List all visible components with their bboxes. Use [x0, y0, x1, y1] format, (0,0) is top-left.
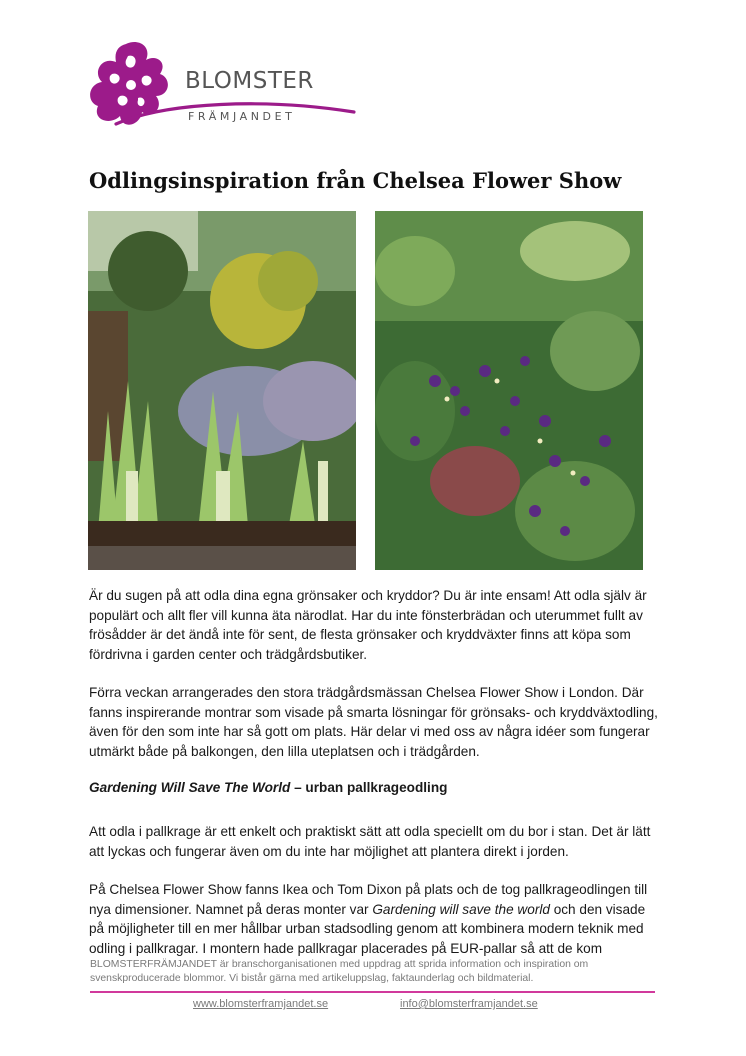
intro-paragraph: Är du sugen på att odla dina egna grönsaker och kryddor? Du är inte ensam! Att odla själv är populärt och allt fler vill kunna äta närodlat. Har du inte fönsterbrädan och uterummet fullt av frösådder är det ändå inte för sent, de flesta grönsaker och kryddväxter finns att köpa som fördrivna i garden center och trädgårdsbutiker.	[89, 588, 647, 662]
email-link[interactable]: info@blomsterframjandet.se	[400, 998, 538, 1010]
pallkrage-paragraph: Att odla i pallkrage är ett enkelt och praktiskt sätt att odla speciellt om du bor i stan. Det är lätt att lyckas och fungerar även om du inte har möjlighet att plantera direkt i jorden.	[89, 824, 651, 859]
subheading-italic: Gardening Will Save The World	[89, 780, 291, 795]
exhibit-text-italic: Gardening will save the world	[372, 901, 550, 917]
subheading-rest: – urban pallkrageodling	[290, 780, 448, 795]
article-title: Odlingsinspiration från Chelsea Flower Show	[89, 168, 622, 193]
garden-photo-herbs	[375, 211, 643, 570]
footer-divider	[90, 991, 655, 993]
event-paragraph: Förra veckan arrangerades den stora trädgårdsmässan Chelsea Flower Show i London. Där fanns inspirerande montrar som visade på smarta lösningar för grönsaks- och kryddväxtodling, även för den som inte har så gott om plats. Här delar vi med oss av några idéer som fungerar utmärkt både på balkongen, den lilla uteplatsen och i trädgården.	[89, 685, 658, 759]
website-link[interactable]: www.blomsterframjandet.se	[193, 998, 329, 1010]
section-subheading	[89, 780, 447, 795]
exhibit-text-a: På Chelsea Flower Show fanns Ikea och Tom Dixon på plats och de tog pallkrageodlingen till nya dimensioner. Namnet på deras monter var	[89, 882, 648, 917]
exhibit-text-b: och den visade på möjligheter till en mer hållbar urban stadsodling genom att kombinera modern teknik med odling i pallkragar. I montern hade pallkragar placerades på EUR-pallar så att de kom	[89, 901, 646, 956]
exhibit-paragraph	[89, 880, 659, 958]
brand-subtitle: FRÄMJANDET	[188, 110, 296, 123]
garden-photo-leeks	[88, 211, 356, 570]
footer-description: BLOMSTERFRÄMJANDET är branschorganisationen med uppdrag att sprida information och inspiration om svenskproducerade blommor. Vi bistår gärna med artikeluppslag, faktaunderlag och bildmaterial.	[90, 959, 589, 984]
brand-name: BLOMSTER	[185, 68, 314, 94]
